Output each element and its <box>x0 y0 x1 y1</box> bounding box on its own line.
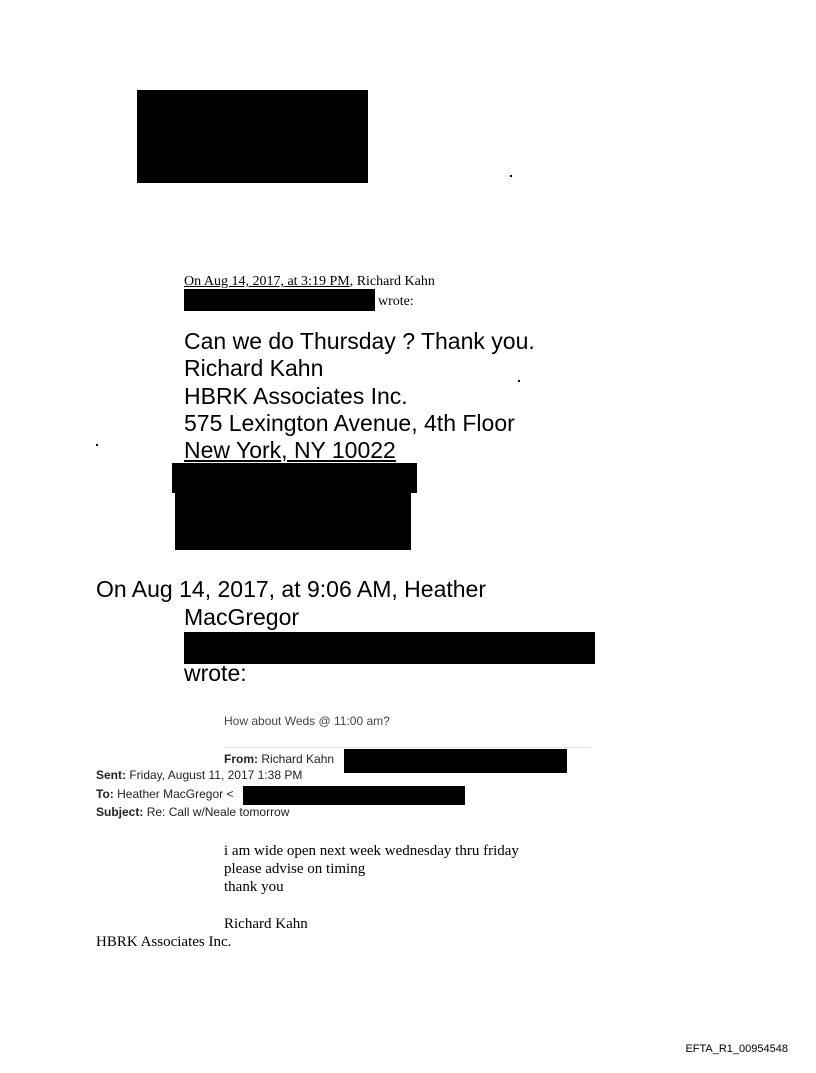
reply1-header <box>184 273 435 290</box>
redaction-block-header <box>137 90 368 183</box>
forwarded-subject <box>96 804 289 821</box>
body1-line4: 575 Lexington Avenue, 4th Floor <box>184 410 515 436</box>
stray-dot <box>518 380 520 382</box>
body1-line3: HBRK Associates Inc. <box>184 383 408 409</box>
header-divider <box>224 747 591 748</box>
stray-dot <box>96 444 98 446</box>
body3-line3: thank you <box>224 879 284 895</box>
reply1-wrote: wrote: <box>378 294 414 309</box>
body1-line5: New York, NY 10022 <box>184 437 396 463</box>
to-label: To: <box>96 787 114 801</box>
redaction-block-body1-a <box>172 463 417 493</box>
body1-line2: Richard Kahn <box>184 355 324 381</box>
redaction-to-email <box>243 786 465 805</box>
reply1-header-date: On Aug 14, 2017, at 3:19 PM <box>184 274 350 289</box>
forwarded-from <box>224 751 334 768</box>
body1-line1: Can we do Thursday ? Thank you. <box>184 328 535 354</box>
sent-value: Friday, August 11, 2017 1:38 PM <box>129 768 303 782</box>
signature-company: HBRK Associates Inc. <box>96 934 232 950</box>
signature-name: Richard Kahn <box>224 916 308 932</box>
to-suffix: < <box>226 787 234 801</box>
redaction-email-reply1 <box>184 289 375 311</box>
to-value: Heather MacGregor <box>117 787 224 801</box>
body3-line1: i am wide open next week wednesday thru friday <box>224 843 519 859</box>
subject-value: Re: Call w/Neale tomorrow <box>146 805 290 819</box>
body2-message: How about Weds @ 11:00 am? <box>224 714 390 728</box>
reply2-wrote: wrote: <box>184 660 247 686</box>
forwarded-sent <box>96 767 302 784</box>
subject-label: Subject: <box>96 805 144 819</box>
reply2-header-line2: MacGregor <box>184 604 300 630</box>
reply1-header-sender: , Richard Kahn <box>349 274 435 289</box>
from-label: From: <box>224 752 258 766</box>
reply2-header-line1: On Aug 14, 2017, at 9:06 AM, Heather <box>96 576 486 602</box>
from-value: Richard Kahn <box>261 752 335 766</box>
sent-label: Sent: <box>96 768 126 782</box>
redaction-block-body1-b <box>175 493 411 550</box>
forwarded-to <box>96 786 234 803</box>
stray-dot <box>510 175 512 177</box>
redaction-from-email <box>344 749 567 773</box>
document-id: EFTA_R1_00954548 <box>685 1043 788 1055</box>
body3-line2: please advise on timing <box>224 861 366 877</box>
